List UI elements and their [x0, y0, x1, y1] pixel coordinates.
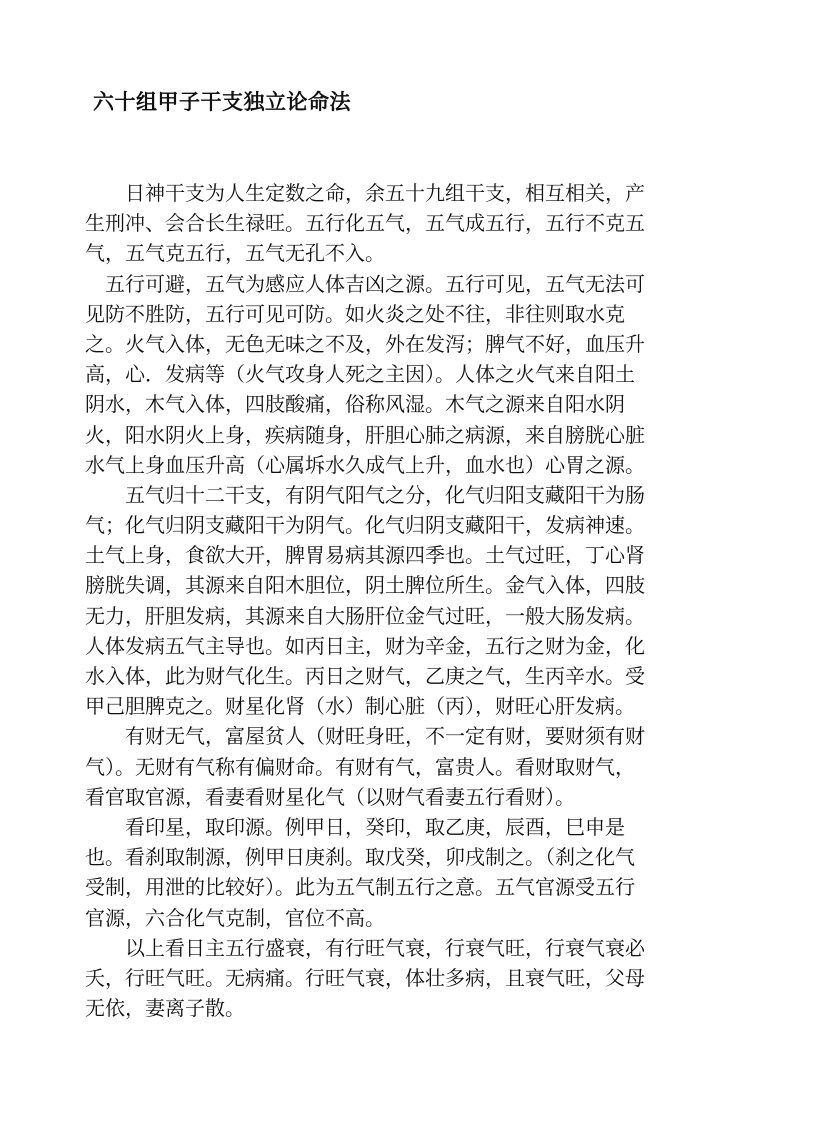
document-title: 六十组甲子干支独立论命法 — [93, 90, 351, 114]
text-line: 生刑冲、会合长生禄旺。五行化五气，五气成五行，五行不克五 — [85, 211, 645, 236]
text-line: 五气归十二干支，有阴气阳气之分，化气归阳支藏阳干为肠 — [85, 482, 645, 507]
text-line: 也。看刹取制源，例甲日庚刹。取戊癸，卯戌制之。（刹之化气 — [85, 845, 635, 870]
text-line: 夭，行旺气旺。无病痛。行旺气衰，体壮多病，且衰气旺，父母 — [85, 965, 645, 990]
text-line: 受制，用泄的比较好）。此为五气制五行之意。五气官源受五行 — [85, 875, 635, 900]
text-line: 甲己胆脾克之。财星化肾（水）制心脏（丙），财旺心肝发病。 — [85, 694, 635, 719]
text-line: 膀胱失调，其源来自阳木胆位，阴土脾位所生。金气入体，四肢 — [85, 573, 645, 598]
text-line: 以上看日主五行盛衰，有行旺气衰，行衰气旺，行衰气衰必 — [85, 935, 645, 960]
text-line: 土气上身，食欲大开，脾胃易病其源四季也。土气过旺，丁心肾 — [85, 543, 645, 568]
text-line: 看印星，取印源。例甲日，癸印，取乙庚，辰酉，巳申是 — [85, 814, 625, 839]
text-line: 高，心．发病等（火气攻身人死之主因）。人体之火气来自阳土 — [85, 362, 635, 387]
text-line: 无力，肝胆发病，其源来自大肠肝位金气过旺，一般大肠发病。 — [85, 603, 645, 628]
text-line: 官源，六合化气克制，官位不高。 — [85, 905, 385, 930]
text-line: 水气上身血压升高（心属坼水久成气上升，血水也）心胃之源。 — [85, 452, 645, 477]
text-line: 气）。无财有气称有偏财命。有财有气，富贵人。看财取财气， — [85, 754, 635, 779]
text-line: 日神干支为人生定数之命，余五十九组干支，相互相关，产 — [85, 181, 645, 205]
document-body — [85, 178, 745, 1023]
text-line: 无依，妻离子散。 — [85, 996, 245, 1021]
text-line: 火，阳水阴火上身，疾病随身，肝胆心肺之病源，来自膀胱心脏 — [85, 422, 645, 447]
text-line: 气；化气归阴支藏阳干为阴气。化气归阴支藏阳干，发病神速。 — [85, 513, 645, 538]
text-line: 人体发病五气主导也。如丙日主，财为辛金，五行之财为金，化 — [85, 633, 645, 658]
text-line: 见防不胜防，五行可见可防。如火炎之处不往，非往则取水克 — [85, 301, 625, 326]
text-line: 水入体，此为财气化生。丙日之财气，乙庚之气，生丙辛水。受 — [85, 664, 645, 688]
text-line: 气，五气克五行，五气无孔不入。 — [85, 241, 385, 266]
text-line: 有财无气，富屋贫人（财旺身旺，不一定有财，要财须有财 — [85, 724, 645, 749]
text-line: 看官取官源，看妻看财星化气（以财气看妻五行看财）。 — [85, 784, 575, 809]
text-line: 阴水，木气入体，四肢酸痛，俗称风湿。木气之源来自阳水阴 — [85, 392, 625, 417]
text-line: 五行可避，五气为感应人体吉凶之源。五行可见，五气无法可 — [85, 271, 645, 296]
text-line: 之。火气入体，无色无味之不及，外在发泻；脾气不好，血压升 — [85, 331, 645, 356]
